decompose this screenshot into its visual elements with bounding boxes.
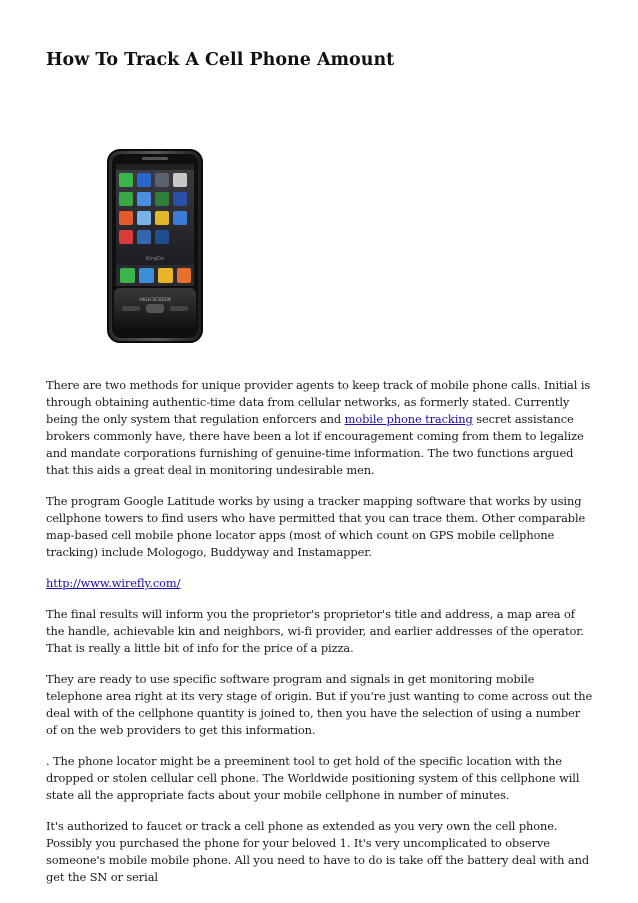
svg-text:HIGH SCREEN: HIGH SCREEN <box>139 298 171 303</box>
mobile-phone-image <box>106 148 204 344</box>
paragraph-6: . The phone locator might be a preeminent tool to get hold of the specific location with the dropped or stolen cellular cell phone. The Worldwide positioning system of this cellphone will state all the appropriate facts about your mobile cellphone in number of minutes. <box>46 754 580 802</box>
paragraph-3 <box>46 575 594 592</box>
wirefly-url-link[interactable]: http://www.wirefly.com/ <box>46 576 181 590</box>
svg-text:KingDo: KingDo <box>146 256 164 262</box>
paragraph-1: There are two methods for unique provider agents to keep track of mobile phone calls. Initial is through obtaining authentic-time data from cellular networks, as formerly stated. Currently being the only system that regulation enforcers and mobile phone tracking secret assistance brokers commonly have, there have been a lot if encouragement coming from them to legalize and mandate corporations furnishing of genuine-time information. The two functions argued that this aids a great deal in monitoring undesirable men. <box>46 378 591 477</box>
paragraph-2: The program Google Latitude works by using a tracker mapping software that works by using cellphone towers to find users who have permitted that you can trace them. Other comparable map-based cell mobile phone locator apps (most of which count on GPS mobile cellphone tracking) include Mologogo, Buddyway and Instamapper. <box>46 494 586 559</box>
page-title: How To Track A Cell Phone Amount <box>46 50 395 70</box>
paragraph-7: It's authorized to faucet or track a cell phone as extended as you very own the cell phone. Possibly you purchased the phone for your beloved 1. It's very uncomplicated to observe someone's mobile mobile phone. All you need to have to do is take off the battery deal with and get the SN or serial <box>46 819 590 884</box>
paragraph-5: They are ready to use specific software program and signals in get monitoring mobile telephone area right at its very stage of origin. But if you're just wanting to come across out the deal with of the cellphone quantity is joined to, then you have the selection of using a number of on the web providers to get this information. <box>46 672 593 737</box>
article-body <box>46 377 594 900</box>
mobile-phone-tracking-link[interactable]: mobile phone tracking <box>344 412 473 426</box>
paragraph-4: The final results will inform you the proprietor's proprietor's title and address, a map area of the handle, achievable kin and neighbors, wi-fi provider, and earlier addresses of the operator. That is really a little bit of info for the price of a pizza. <box>46 607 584 655</box>
